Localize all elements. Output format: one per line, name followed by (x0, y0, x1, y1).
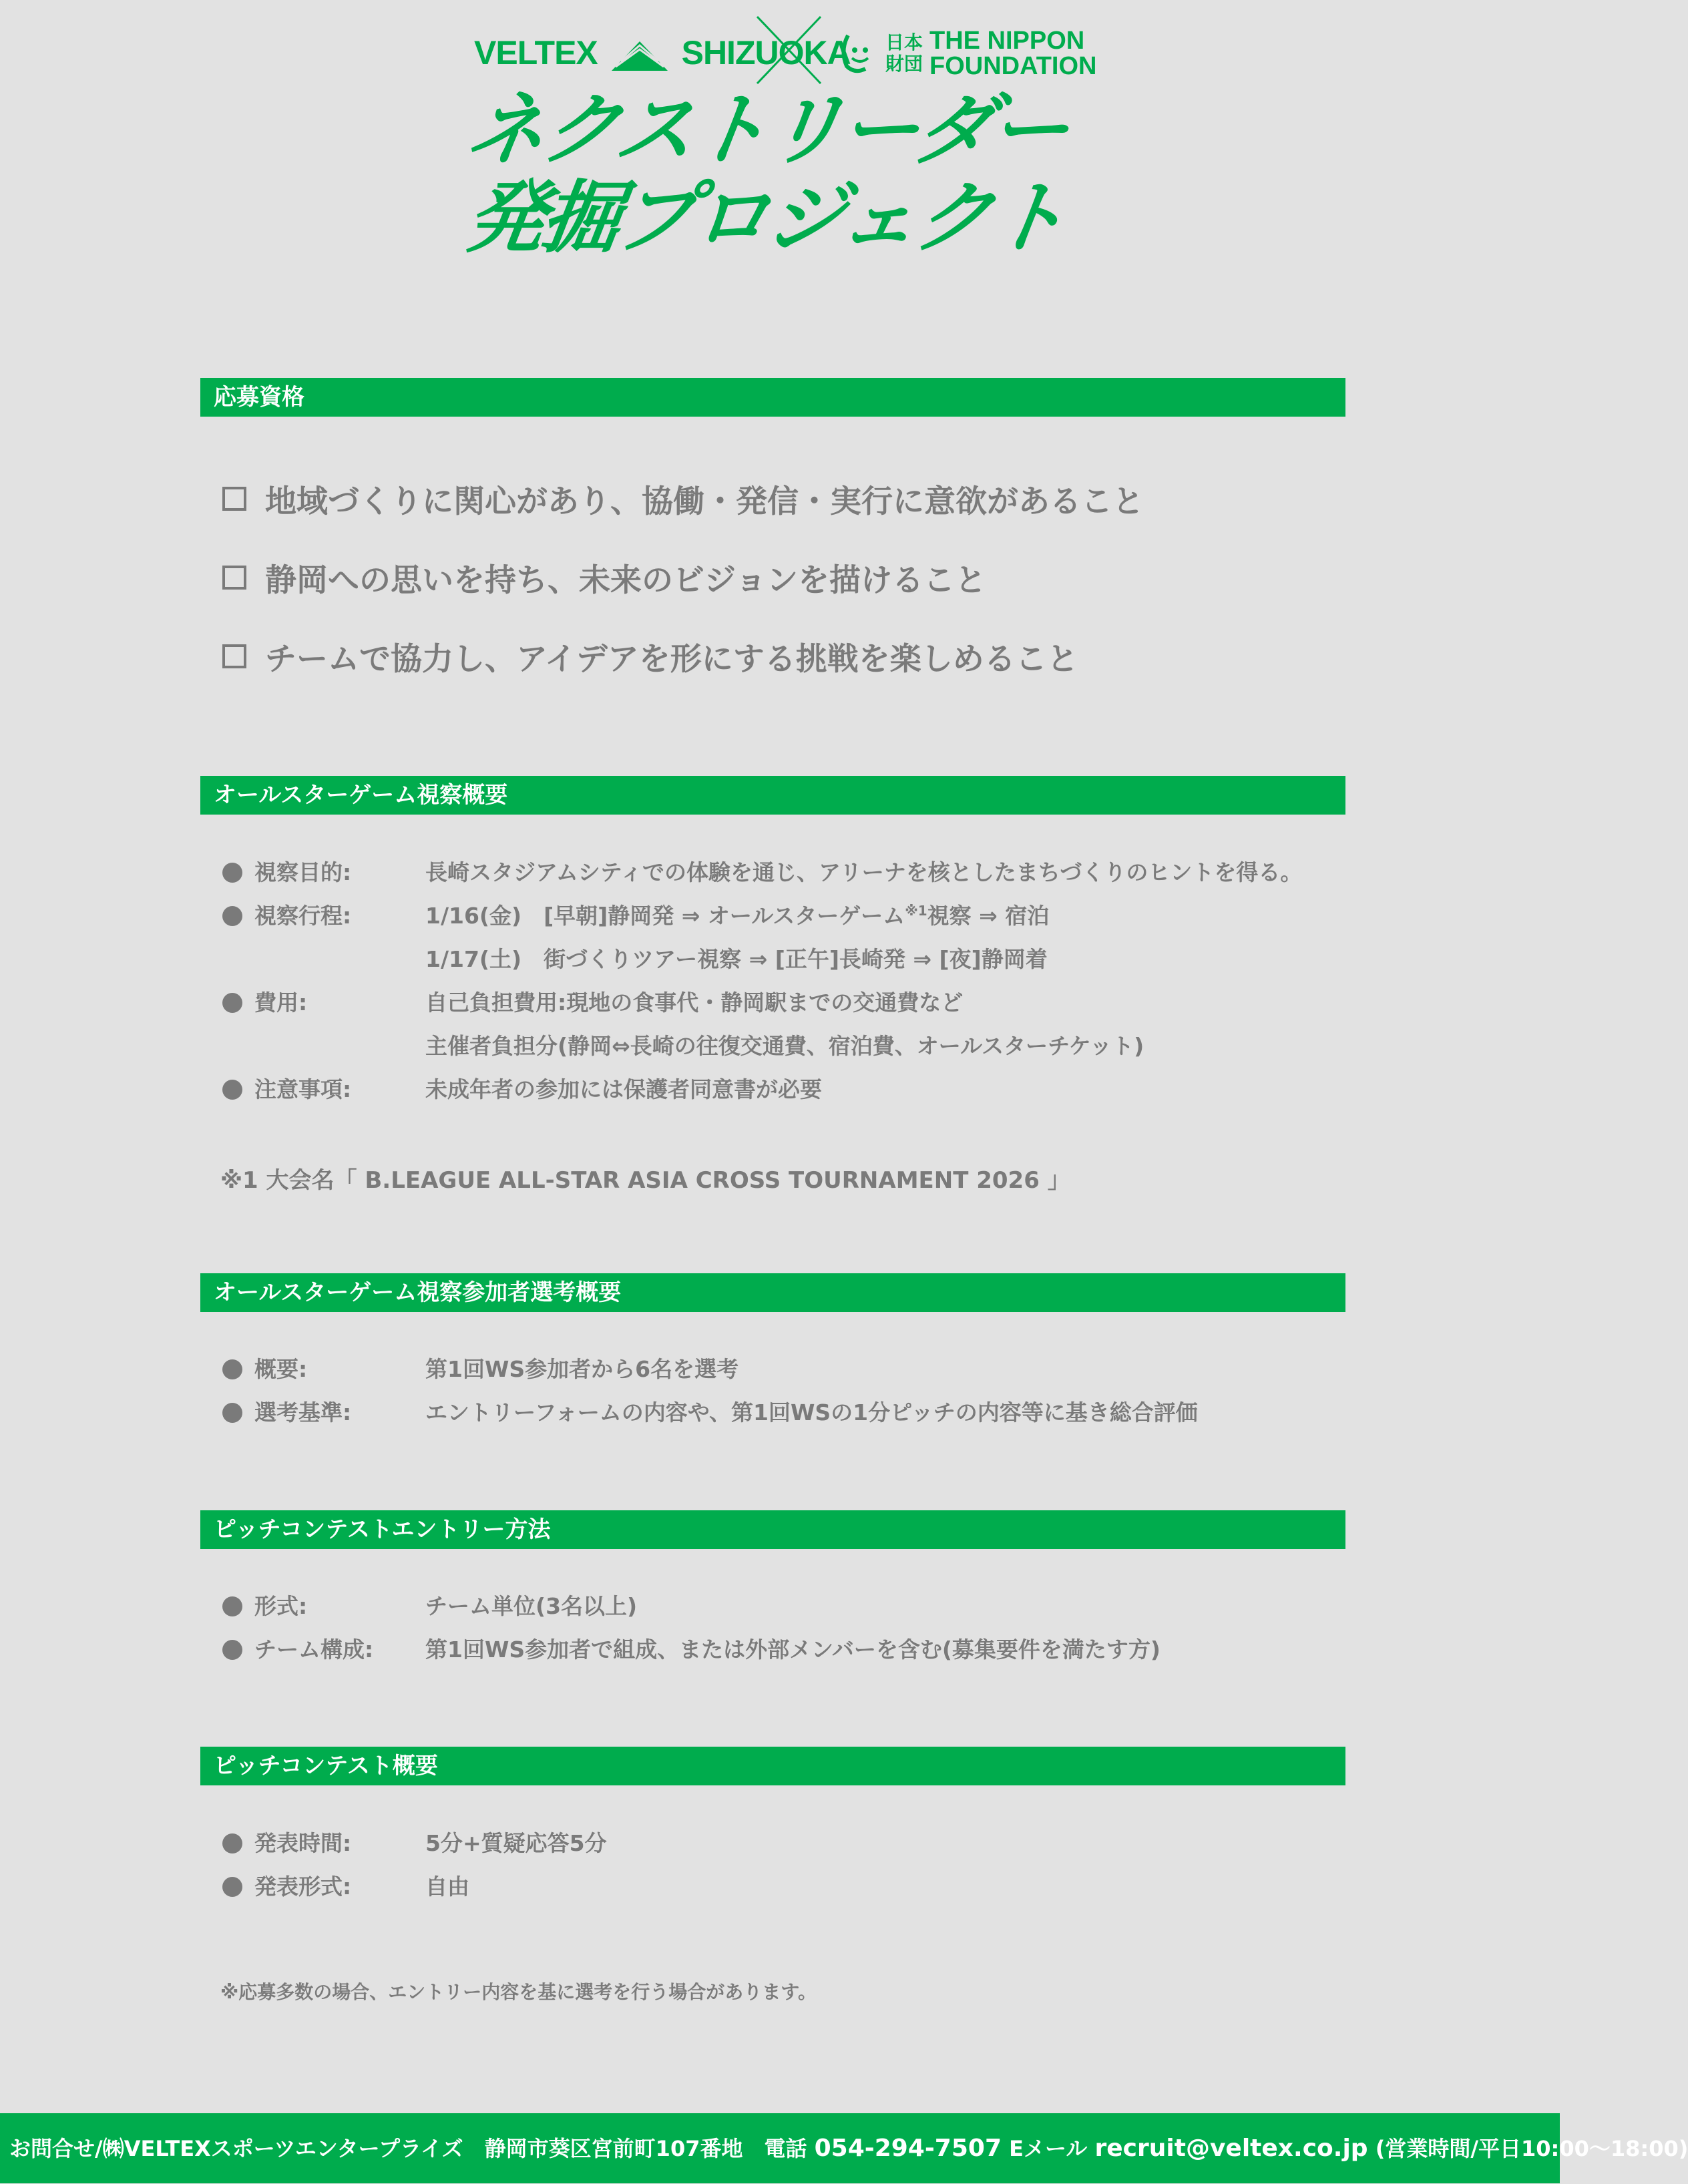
logos (474, 13, 1097, 80)
cost-row-2: 主催者負担分(静岡⇔長崎の往復交通費、宿泊費、オールスターチケット) (425, 1033, 1144, 1059)
contact-text: お問合せ/㈱VELTEXスポーツエンタープライズ 静岡市葵区宮前町107番地 電話 (9, 2136, 807, 2161)
entry-details (222, 1584, 1344, 1671)
nippon-foundation-logo (835, 28, 1097, 79)
cost-row: 費用: 自己負担費用:現地の食事代・静岡駅までの交通費など (222, 981, 1344, 1024)
team-row: チーム構成: 第1回WS参加者で組成、または外部メンバーを含む(募集要件を満たす方) (222, 1628, 1344, 1671)
overview-row: 概要: 第1回WS参加者から6名を選考 (222, 1347, 1344, 1391)
nippon-foundation-text: THE NIPPON FOUNDATION (929, 27, 1097, 80)
bullet-icon (222, 1877, 242, 1897)
entry-heading: ピッチコンテストエントリー方法 (200, 1510, 1345, 1549)
bullet-icon (222, 1833, 242, 1853)
checkbox-icon (222, 644, 246, 668)
selection-note: ※応募多数の場合、エントリー内容を基に選考を行う場合があります。 (220, 1981, 817, 2003)
cross-icon (751, 13, 824, 87)
nippon-foundation-kanji: 日本財団 (885, 31, 923, 75)
bullet-icon (222, 993, 242, 1013)
phone-number[interactable]: 054-294-7507 (814, 2135, 1002, 2162)
eligibility-item: チームで協力し、アイデアを形にする挑戦を楽しめること (222, 617, 1144, 696)
schedule-row: 視察行程: 1/16(金) [早朝]静岡発 ⇒ オールスターゲーム$^{※1}$視察 ⇒ 宿泊 (222, 894, 1344, 937)
observation-details (222, 851, 1344, 1111)
format-row: 形式: チーム単位(3名以上) (222, 1584, 1344, 1628)
title-line-2: 発掘プロジェクト (461, 172, 1071, 264)
criteria-row: 選考基準: エントリーフォームの内容や、第1回WSの1分ピッチの内容等に基き総合評価 (222, 1391, 1344, 1434)
eligibility-heading: 応募資格 (200, 378, 1345, 417)
eligibility-item: 静岡への思いを持ち、未来のビジョンを描けること (222, 538, 1144, 617)
eligibility-item: 地域づくりに関心があり、協働・発信・実行に意欲があること (222, 459, 1144, 538)
bullet-icon (222, 1080, 242, 1100)
project-title (461, 83, 1108, 264)
tournament-footnote: ※1 大会名「 B.LEAGUE ALL-STAR ASIA CROSS TOURNAMENT 2026 」 (220, 1167, 1070, 1194)
purpose-row: 視察目的: 長崎スタジアムシティでの体験を通じ、アリーナを核としたまちづくりのヒントを得る。 (222, 851, 1344, 894)
schedule-row-2: 1/17(土) 街づくりツアー視察 ⇒ [正午]長崎発 ⇒ [夜]静岡着 (425, 946, 1048, 972)
shizuoka-logo-text: SHIZUOKA (681, 34, 851, 71)
bullet-icon (222, 1403, 242, 1423)
contact-footer (0, 2113, 1688, 2183)
checkbox-icon (222, 566, 246, 590)
notes-row: 注意事項: 未成年者の参加には保護者同意書が必要 (222, 1068, 1344, 1111)
contest-details (222, 1821, 1344, 1908)
bullet-icon (222, 1359, 242, 1379)
checkbox-icon (222, 487, 246, 511)
time-row: 発表時間: 5分+質疑応答5分 (222, 1821, 1344, 1865)
email-label: Eメール (1009, 2136, 1088, 2161)
bullet-icon (222, 1640, 242, 1660)
smile-face-icon (835, 30, 881, 77)
title-line-1: ネクストリーダー (461, 83, 1072, 176)
eligibility-list (222, 459, 1144, 696)
bullet-icon (222, 1596, 242, 1616)
contest-heading: ピッチコンテスト概要 (200, 1747, 1345, 1785)
bullet-icon (222, 906, 242, 926)
business-hours: (営業時間/平日10:00〜18:00) (1375, 2136, 1688, 2161)
selection-details (222, 1347, 1344, 1434)
style-row: 発表形式: 自由 (222, 1865, 1344, 1908)
veltex-logo-text: VELTEX (474, 34, 598, 71)
bullet-icon (222, 863, 242, 883)
selection-heading: オールスターゲーム視察参加者選考概要 (200, 1273, 1345, 1312)
observation-heading: オールスターゲーム視察概要 (200, 776, 1345, 815)
header (0, 0, 1560, 280)
email-link[interactable]: recruit@veltex.co.jp (1094, 2135, 1368, 2162)
mountain-icon (612, 40, 668, 71)
